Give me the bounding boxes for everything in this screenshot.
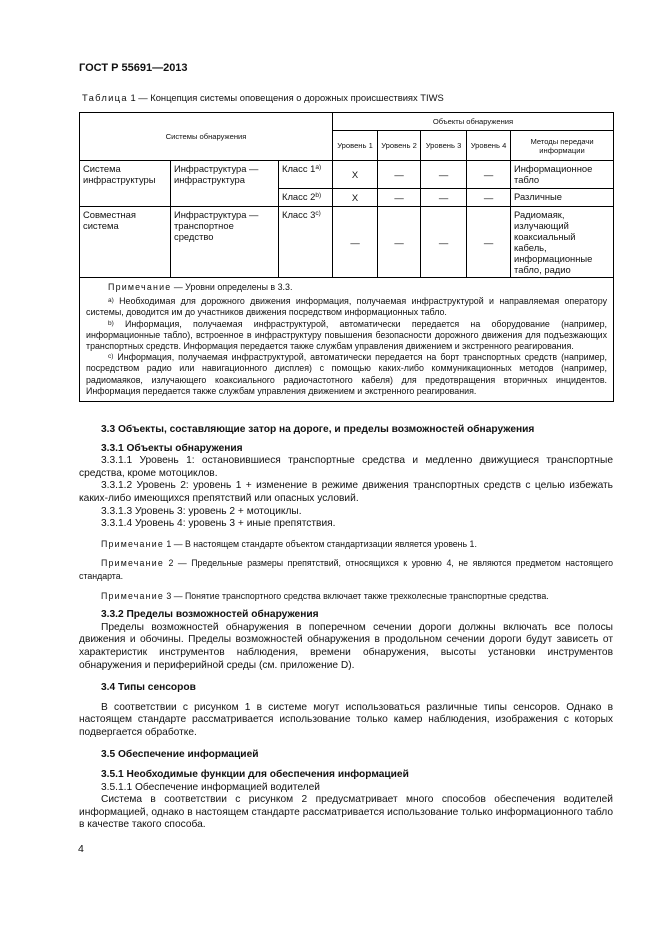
paragraph: В соответствии с рисунком 1 в системе могут использоваться различные типы сенсоров. Однако в настоящем стандарте рассматривается использование только камер наблюдения, изображения с которых подвергается обработке. <box>79 701 613 738</box>
col-header-methods: Методы передачи информации <box>511 131 614 161</box>
cell-system: Система инфраструктуры <box>80 161 171 207</box>
page-number: 4 <box>78 843 84 855</box>
cell-method: Радиомаяк, излучающий коаксиальный кабель, информационные табло, радио <box>511 207 614 278</box>
cell-infra: Инфраструктура — транспортное средство <box>171 207 279 278</box>
col-header-systems: Системы обнаружения <box>80 113 333 161</box>
cell-level: — <box>421 207 467 278</box>
table-caption: Таблица 1 — Концепция системы оповещения о дорожных происшествиях TIWS <box>82 92 444 103</box>
note: Примечание 1 — В настоящем стандарте объектом стандартизации является уровень 1. <box>101 538 477 549</box>
cell-level: — <box>421 161 467 189</box>
document-header: ГОСТ Р 55691—2013 <box>79 62 188 74</box>
cell-method: Различные <box>511 189 614 207</box>
section-heading: 3.4 Типы сенсоров <box>101 682 196 694</box>
cell-level: — <box>421 189 467 207</box>
cell-level: — <box>333 207 378 278</box>
col-header-level: Уровень 3 <box>421 131 467 161</box>
paragraph: 3.5.1.1 Обеспечение информацией водителей <box>101 781 320 793</box>
col-header-level: Уровень 1 <box>333 131 378 161</box>
footnote-b: $^{b)}$ Информация, получаемая инфраструктурой, автоматически передается на оборудование (например, информационные табло), встроенное в инфраструктуру повышения безопасности дорожного движения для подъезжающих транспортных средств. Информация передается также службам управления движением и экстренного реагирования. <box>86 318 608 352</box>
cell-class: Класс 1$^{a)}$ <box>279 161 333 189</box>
col-header-level: Уровень 4 <box>467 131 511 161</box>
col-header-level: Уровень 2 <box>378 131 421 161</box>
table-row <box>80 207 614 278</box>
cell-level: — <box>378 207 421 278</box>
paragraph: 3.3.1.2 Уровень 2: уровень 1 + изменение в режиме движения транспортных средств с целью избежать каких-либо имеющихся препятствий или опасных условий. <box>79 480 613 504</box>
note: Примечание 2 — Предельные размеры препятствий, относящихся к уровню 4, не являются предметом настоящего стандарта. <box>79 558 613 581</box>
subsection-heading: 3.3.1 Объекты обнаружения <box>101 442 243 454</box>
cell-level: — <box>467 189 511 207</box>
paragraph: 3.3.1.4 Уровень 4: уровень 3 + иные препятствия. <box>101 518 336 530</box>
detection-concept-table <box>79 112 614 402</box>
table-note: Примечание — Уровни определены в 3.3. <box>108 282 293 292</box>
section-heading: 3.5 Обеспечение информацией <box>101 749 259 761</box>
cell-class: Класс 2$^{b)}$ <box>279 189 333 207</box>
table-row <box>80 161 614 189</box>
table-notes <box>80 278 614 402</box>
cell-level: X <box>333 189 378 207</box>
paragraph: Система в соответствии с рисунком 2 предусматривает много способов обеспечения водителей информацией, однако в настоящем стандарте рассматривается использование только информационного табло в качестве такого способа. <box>79 794 613 831</box>
cell-level: — <box>378 189 421 207</box>
cell-method: Информационное табло <box>511 161 614 189</box>
paragraph: Пределы возможностей обнаружения в поперечном сечении дороги должны включать все полосы движения и обочины. Пределы возможностей обнаружения в продольном сечении дороги будут зависеть от характеристик инструментов наблюдения, времени обнаружения, высоты установки инструментов обнаружения и периферийной среды (см. приложение D). <box>79 621 613 671</box>
section-heading: 3.3 Объекты, составляющие затор на дороге, и пределы возможностей обнаружения <box>101 424 535 435</box>
cell-level: — <box>378 161 421 189</box>
col-header-objects: Объекты обнаружения <box>333 113 614 131</box>
cell-class: Класс 3$^{c)}$ <box>279 207 333 278</box>
paragraph: 3.3.1.1 Уровень 1: остановившиеся транспортные средства и медленно движущиеся транспортные средства, кроме мотоциклов. <box>79 455 613 479</box>
cell-level: — <box>467 161 511 189</box>
note: Примечание 3 — Понятие транспортного средства включает также трехколесные транспортные средства. <box>101 590 549 601</box>
paragraph: 3.3.1.3 Уровень 3: уровень 2 + мотоциклы. <box>101 505 302 517</box>
cell-level: X <box>333 161 378 189</box>
cell-system: Совместная система <box>80 207 171 278</box>
footnote-a: $^{a)}$ Необходимая для дорожного движения информация, получаемая инфраструктурой и направляемая оператору системы, доводится им до участников движения посредством информационных табло. <box>86 296 608 318</box>
subsection-heading: 3.5.1 Необходимые функции для обеспечения информацией <box>101 769 409 781</box>
subsection-heading: 3.3.2 Пределы возможностей обнаружения <box>101 609 319 621</box>
main-body <box>79 424 613 832</box>
cell-infra: Инфраструктура — инфраструктура <box>171 161 279 207</box>
cell-level: — <box>467 207 511 278</box>
footnote-c: $^{c)}$ Информация, получаемая инфраструктурой, автоматически передается на борт транспортных средств (например, посредством радио или навигационного дисплея) с помощью каких-либо коммуникационных методов (например, радиомаяков, излучающего коаксиального радиочастотного кабеля) для предотвращения вторичных инцидентов. Информация передается также службам управления движением и экстренного реагирования. <box>86 352 608 396</box>
